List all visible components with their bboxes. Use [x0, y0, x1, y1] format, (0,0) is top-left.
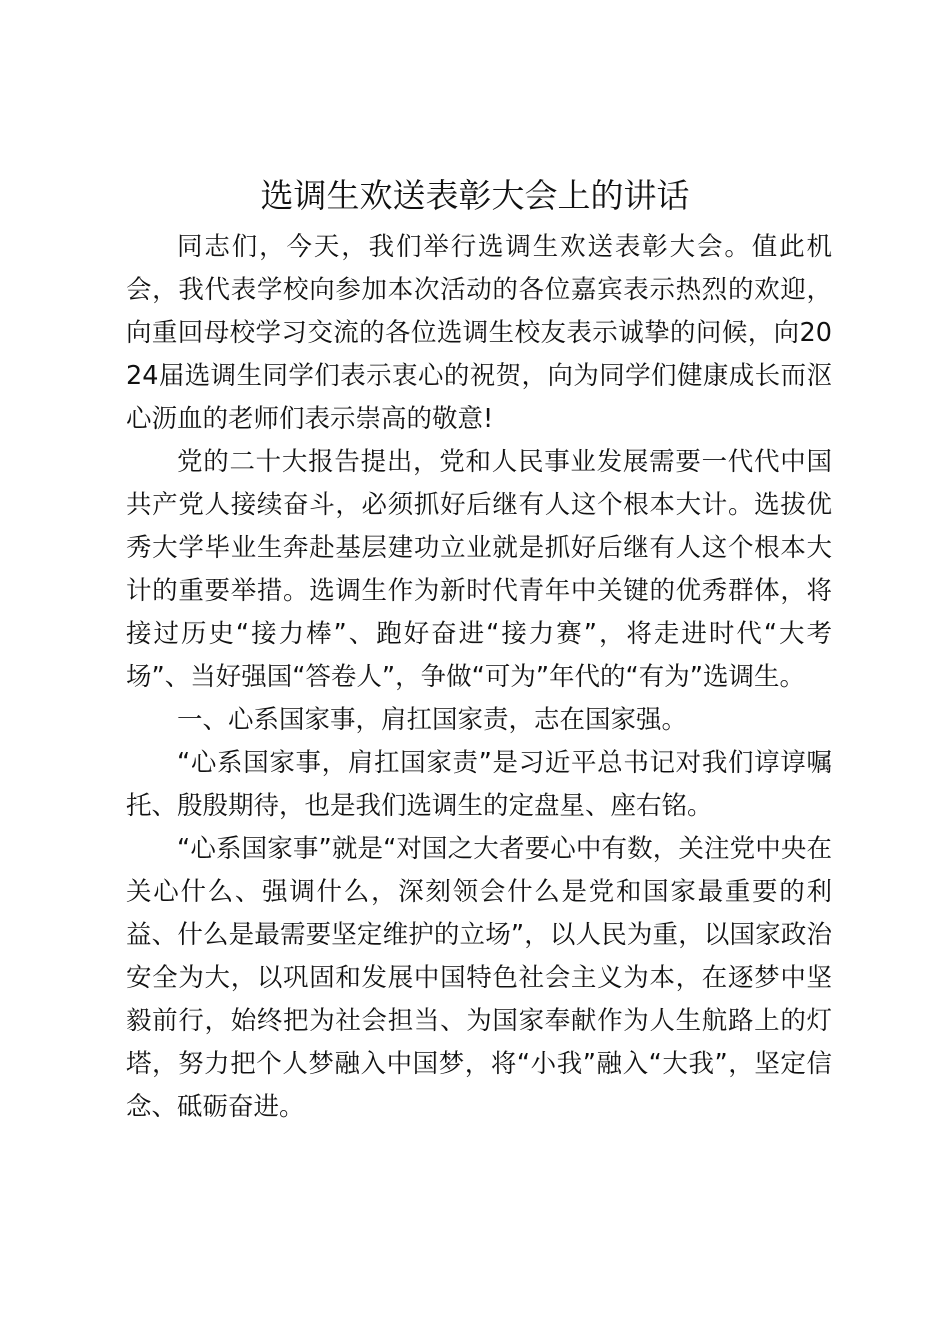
document-body [126, 226, 832, 1129]
section-heading-1: 一、心系国家事，肩扛国家责，志在国家强。 [177, 705, 688, 735]
paragraph-report: 党的二十大报告提出，党和人民事业发展需要一代代中国共产党人接续奋斗，必须抓好后继有人这个根本大计。选拔优秀大学毕业生奔赴基层建功立业就是抓好后继有人这个根本大计的重要举措。选调生作为新时代青年中关键的优秀群体，将接过历史“接力棒”、跑好奋进“接力赛”，将走进时代“大考场”、当好强国“答卷人”，争做“可为”年代的“有为”选调生。 [126, 447, 832, 692]
document-title: 选调生欢送表彰大会上的讲话 [260, 176, 690, 215]
paragraph-motto: “心系国家事，肩扛国家责”是习近平总书记对我们谆谆嘱托、殷殷期待，也是我们选调生的定盘星、座右铭。 [126, 748, 832, 821]
paragraph-greeting: 同志们，今天，我们举行选调生欢送表彰大会。值此机会，我代表学校向参加本次活动的各位嘉宾表示热烈的欢迎，向重回母校学习交流的各位选调生校友表示诚挚的问候，向2024届选调生同学们表示衷心的祝贺，向为同学们健康成长而沤心沥血的老师们表示崇高的敬意! [126, 232, 832, 434]
paragraph-explanation: “心系国家事”就是“对国之大者要心中有数，关注党中央在关心什么、强调什么，深刻领会什么是党和国家最重要的利益、什么是最需要坚定维护的立场”，以人民为重，以国家政治安全为大，以巩固和发展中国特色社会主义为本，在逐梦中坚毅前行，始终把为社会担当、为国家奉献作为人生航路上的灯塔，努力把个人梦融入中国梦，将“小我”融入“大我”，坚定信念、砥砺奋进。 [126, 834, 832, 1122]
